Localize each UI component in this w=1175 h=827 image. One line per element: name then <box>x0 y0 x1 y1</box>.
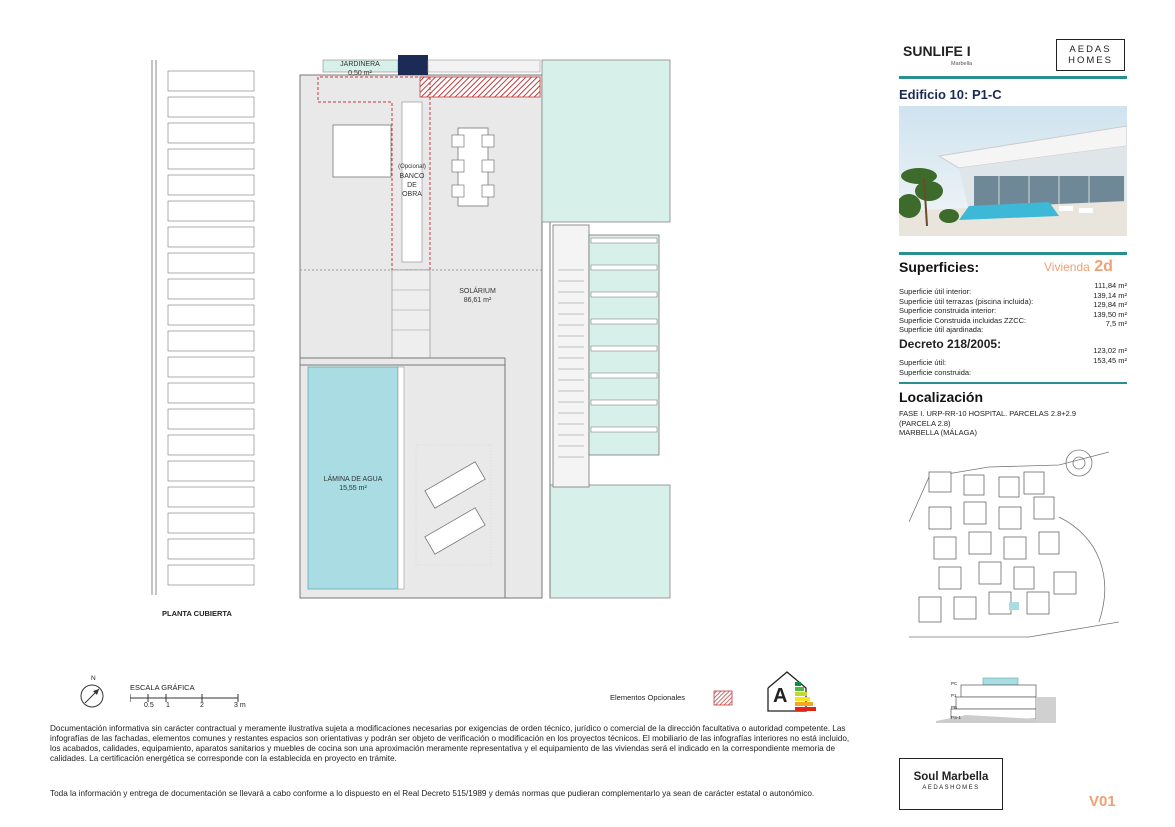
solarium-label <box>445 287 510 305</box>
jardinera-area: 0,50 m² <box>348 70 372 77</box>
parking-slat <box>168 71 254 91</box>
decreto-title: Decreto 218/2005: <box>899 337 1002 351</box>
address-line-3: MARBELLA (MÁLAGA) <box>899 428 977 437</box>
divider-1 <box>899 76 1127 79</box>
localizacion-title: Localización <box>899 389 984 405</box>
superficie-row-value: 129,84 m² <box>1093 300 1127 309</box>
soul-marbella-logo <box>899 758 1003 810</box>
parking-slat <box>168 383 254 403</box>
vivienda-type <box>1044 258 1113 276</box>
decreto-row <box>899 356 1127 377</box>
balcony-rail <box>591 400 657 405</box>
graphic-scale <box>130 683 270 713</box>
brand-line-1: Soul Marbella <box>913 771 989 783</box>
banco-obra: OBRA <box>402 191 422 198</box>
brand-line-2: AEDASHOMES <box>922 785 980 791</box>
address-line-2: (PARCELA 2.8) <box>899 418 951 428</box>
version-label: V01 <box>1089 793 1116 810</box>
logo-line-1: AEDAS <box>1069 44 1112 55</box>
logo-line-2: HOMES <box>1068 55 1113 66</box>
superficie-row-label: Superficie Construida incluidas ZZCC: <box>899 315 1027 325</box>
section-label-pc: PC <box>951 681 958 686</box>
superficie-row-label: Superficie útil ajardinada: <box>899 325 984 334</box>
scale-tick-3: 3 m <box>234 702 246 709</box>
site-plan-map <box>909 447 1127 642</box>
scale-bar <box>130 694 245 702</box>
site-plan <box>909 447 1127 642</box>
parking-slat <box>168 201 254 221</box>
energy-letter: A <box>773 685 788 707</box>
banco-de: DE <box>407 182 417 189</box>
energy-label <box>765 668 820 713</box>
divider-2 <box>899 252 1127 255</box>
decreto-row-label: Superficie construida: <box>899 368 972 377</box>
decreto-table <box>899 346 1127 377</box>
parking-slat <box>168 279 254 299</box>
section-label-ps1: PS-1 <box>951 715 962 720</box>
vivienda-label: Vivienda <box>1044 260 1090 274</box>
section-diagram <box>936 677 1056 727</box>
pool-name: LÁMINA DE AGUA <box>323 476 383 483</box>
balcony-rail <box>591 238 657 243</box>
floor-plan <box>140 55 680 615</box>
parking-slat <box>168 435 254 455</box>
parking-slat <box>168 513 254 533</box>
scale-title: ESCALA GRÁFICA <box>130 683 195 692</box>
parking-slat <box>168 461 254 481</box>
decreto-row-value: 123,02 m² <box>1093 346 1127 355</box>
project-title: SUNLIFE I <box>903 43 971 59</box>
solarium-area: 86,61 m² <box>463 297 492 304</box>
superficie-row <box>899 319 1127 334</box>
jardinera-label <box>325 60 395 78</box>
superficie-row-label: Superficie útil interior: <box>899 287 972 296</box>
render-image <box>899 106 1127 236</box>
building-render <box>899 106 1127 236</box>
superficies-table <box>899 281 1127 334</box>
parking-slat <box>168 539 254 559</box>
scale-tick-05: 0.5 <box>144 702 154 709</box>
superficies-title: Superficies: <box>899 259 980 275</box>
localizacion-address <box>899 409 1076 438</box>
parking-slat <box>168 253 254 273</box>
section-label-pb: PB <box>951 705 958 710</box>
parking-slat <box>168 227 254 247</box>
balcony-rail <box>591 346 657 351</box>
superficie-row-label: Superficie útil terrazas (piscina incluida): <box>899 296 1034 306</box>
vivienda-value: 2d <box>1094 258 1113 275</box>
balcony-rail <box>591 373 657 378</box>
scale-tick-2: 2 <box>200 702 204 709</box>
north-arrow <box>78 675 108 710</box>
parking-slat <box>168 123 254 143</box>
jardinera-name: JARDINERA <box>340 61 380 68</box>
decreto-row-label: Superficie útil: <box>899 358 947 367</box>
building-title: Edificio 10: P1-C <box>899 87 1002 102</box>
balcony-rail <box>591 292 657 297</box>
disclaimer-legal: Toda la información y entrega de documentación se llevará a cabo conforme a lo dispuesto en el Real Decreto 515/1989 y demás normas que pudieran complementarlo ya sean de carácter estatal o autonómico. <box>50 789 815 798</box>
banco-label <box>392 163 432 199</box>
balcony-rail <box>591 265 657 270</box>
parking-slat <box>168 149 254 169</box>
parking-slat <box>168 565 254 585</box>
balcony-rail <box>591 319 657 324</box>
divider-3 <box>899 382 1127 384</box>
superficie-row-label: Superficie construida interior: <box>899 306 997 315</box>
parking-slat <box>168 487 254 507</box>
decreto-row-value: 153,45 m² <box>1093 356 1127 365</box>
north-label: N <box>91 675 96 682</box>
parking-slat <box>168 175 254 195</box>
banco-optional: (Opcional) <box>398 164 426 170</box>
parking-slat <box>168 305 254 325</box>
compass-icon <box>78 683 108 713</box>
banco-word: BANCO <box>399 173 425 180</box>
optional-legend <box>610 690 740 706</box>
disclaimer-main: Documentación informativa sin carácter contractual y meramente ilustrativa sujeta a modificaciones necesarias por exigencias de orden técnico, jurídico o comercial de la dirección facultativa o autoridad competente. Las infografías de las fachadas, elementos comunes y restantes espacios son orientativas y podrán ser objeto de verificación o modificación en los proyectos técnicos. El mobiliario de las infografías interiores no está incluido, los acabados, calidades, equipamiento, aparatos sanitarios y muebles de cocina son una aproximación meramente representativa y el equipamiento de las viviendas será el indicado en la correspondiente memoria de calidades. La certificación energética se corresponde con la establecida en proyecto en trámite. <box>50 724 850 763</box>
project-city: Marbella <box>951 61 973 67</box>
parking-slat <box>168 331 254 351</box>
hatch-swatch-icon <box>713 690 733 706</box>
balcony-rail <box>591 427 657 432</box>
plan-caption: PLANTA CUBIERTA <box>162 609 232 618</box>
aedas-logo <box>1056 39 1125 71</box>
parking-slat <box>168 409 254 429</box>
scale-tick-1: 1 <box>166 702 170 709</box>
superficie-row-value: 139,50 m² <box>1093 309 1127 319</box>
superficie-row-value: 139,14 m² <box>1093 290 1127 300</box>
address-line-1: FASE I. URP-RR-10 HOSPITAL. PARCELAS 2.8+2.9 <box>899 409 1077 418</box>
pool-area: 15,55 m² <box>339 485 367 492</box>
floor-plan-drawing <box>140 55 680 615</box>
optional-legend-label: Elementos Opcionales <box>610 693 686 702</box>
parking-slat <box>168 357 254 377</box>
superficie-row-value: 7,5 m² <box>1105 319 1127 328</box>
pool-label <box>310 475 396 493</box>
section-label-p1: P1 <box>951 693 957 698</box>
superficie-row-value: 111,84 m² <box>1094 281 1127 290</box>
info-panel <box>899 35 1127 825</box>
solarium-name: SOLÁRIUM <box>459 288 496 295</box>
parking-slat <box>168 97 254 117</box>
